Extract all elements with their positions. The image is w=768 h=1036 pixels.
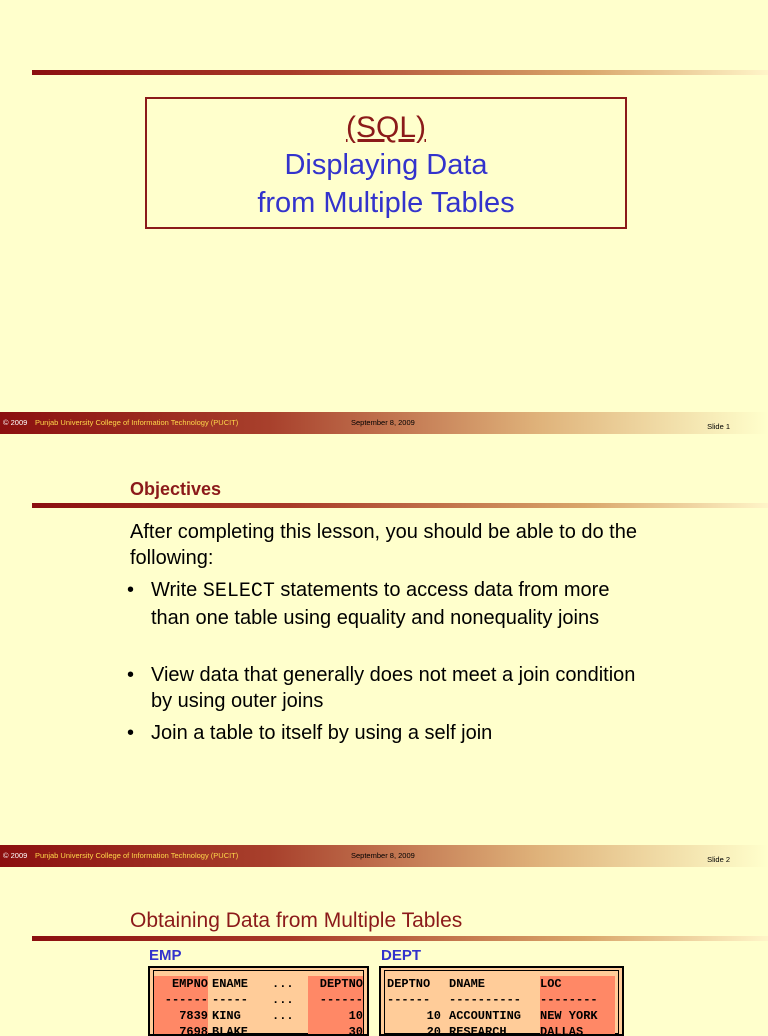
slide1-title-line1: (SQL) <box>345 111 426 144</box>
dept-table-inner <box>384 970 619 1034</box>
dept-separator: ------ <box>387 993 431 1007</box>
bullet-dot: • <box>127 664 135 686</box>
bullet-dot: • <box>127 579 135 601</box>
footer-date: September 8, 2009 <box>351 418 415 427</box>
footer-date: September 8, 2009 <box>351 851 415 860</box>
emp-header-ename: ENAME <box>212 977 249 991</box>
emp-cell-deptno: 30 <box>308 1024 363 1036</box>
dept-separator: ---------- <box>449 993 522 1007</box>
dept-header-loc: LOC <box>540 976 615 992</box>
emp-header-deptno: DEPTNO <box>308 976 363 992</box>
slide1-title-line3: from Multiple Tables <box>257 187 515 219</box>
dept-cell-dname: RESEARCH <box>449 1025 507 1036</box>
dept-cell-loc: DALLAS <box>540 1024 615 1036</box>
emp-cell-empno: 7839 <box>154 1008 208 1024</box>
dept-cell-deptno: 10 <box>426 1009 441 1023</box>
emp-table <box>148 966 369 1036</box>
emp-separator: ------ <box>308 992 363 1008</box>
dept-header-dname: DNAME <box>449 977 486 991</box>
dept-cell-deptno: 20 <box>426 1025 441 1036</box>
emp-cell-ellipsis: ... <box>272 1009 294 1023</box>
slide1-title-line2: Displaying Data <box>284 149 488 181</box>
dept-table-label: DEPT <box>381 947 422 964</box>
slide2-title: Objectives <box>130 479 222 499</box>
dept-separator: -------- <box>540 992 615 1008</box>
emp-cell-ename: BLAKE <box>212 1025 249 1036</box>
emp-header-ellipsis: ... <box>272 977 294 991</box>
slide2-intro: After completing this lesson, you should be able to do the following: <box>130 521 637 569</box>
footer-organization: Punjab University College of Information Technology (PUCIT) <box>35 851 239 860</box>
slide3-title: Obtaining Data from Multiple Tables <box>130 909 463 932</box>
slide2-header-rule <box>32 503 768 508</box>
emp-separator: ----- <box>212 993 249 1007</box>
objective-text: Join a table to itself by using a self join <box>151 722 493 744</box>
objective-text: View data that generally does not meet a join condition by using outer joins <box>151 664 636 712</box>
bullet-dot: • <box>127 722 135 744</box>
emp-table-inner <box>153 970 364 1034</box>
dept-cell-loc: NEW YORK <box>540 1008 615 1024</box>
objective-text: Write SELECT statements to access data from more than one table using equality and nonequality joins <box>151 579 610 629</box>
emp-header-empno: EMPNO <box>154 976 208 992</box>
footer-slide-number: Slide 1 <box>707 422 730 431</box>
slide1-footer <box>0 412 768 434</box>
slide1-title-box <box>145 97 627 229</box>
emp-cell-empno: 7698 <box>154 1024 208 1036</box>
emp-separator: ------ <box>154 992 208 1008</box>
slide3-header-rule <box>32 936 768 941</box>
emp-cell-ellipsis: ... <box>272 1025 294 1036</box>
footer-organization: Punjab University College of Information Technology (PUCIT) <box>35 418 239 427</box>
footer-slide-number: Slide 2 <box>707 855 730 864</box>
emp-table-label: EMP <box>149 947 182 964</box>
dept-table <box>379 966 624 1036</box>
dept-header-deptno: DEPTNO <box>387 977 431 991</box>
dept-cell-dname: ACCOUNTING <box>449 1009 522 1023</box>
footer-copyright: © 2009 <box>3 418 28 427</box>
slide1-header-rule <box>32 70 768 75</box>
select-keyword: SELECT <box>202 580 275 603</box>
slide2-footer <box>0 845 768 867</box>
footer-copyright: © 2009 <box>3 851 28 860</box>
emp-separator: ... <box>272 993 294 1007</box>
emp-cell-ename: KING <box>212 1009 241 1023</box>
emp-cell-deptno: 10 <box>308 1008 363 1024</box>
